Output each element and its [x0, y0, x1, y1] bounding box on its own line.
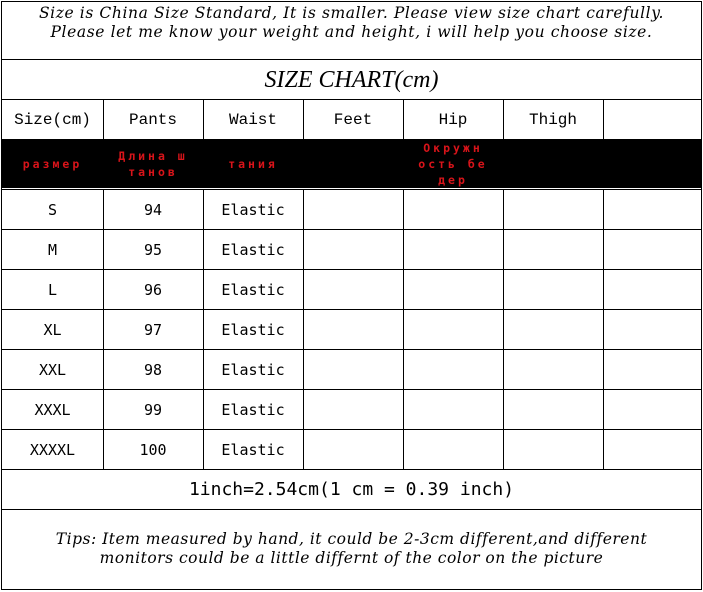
header-cell-sizecm: Size(cm)	[14, 111, 91, 129]
russian-header-cell	[303, 140, 403, 188]
size-extra-cell	[603, 190, 701, 230]
grid-line-vertical	[503, 189, 504, 469]
tips-line-1: Tips: Item measured by hand, it could be 2-3cm different,and different	[55, 530, 648, 548]
size-size-cell: XXXXL	[29, 441, 76, 459]
size-pants-cell: 96	[143, 281, 163, 299]
header-cell-thigh: Thigh	[528, 111, 577, 129]
grid-line-horizontal	[1, 429, 702, 430]
size-hip-cell	[403, 430, 503, 470]
grid-line-horizontal	[1, 349, 702, 350]
size-size-cell: XXXL	[34, 401, 71, 419]
grid-line-vertical	[403, 99, 404, 140]
size-size-cell: M	[47, 241, 58, 259]
grid-line-vertical	[503, 99, 504, 140]
grid-line-horizontal	[1, 189, 702, 190]
size-extra-cell	[603, 270, 701, 310]
size-thigh-cell	[503, 230, 603, 270]
size-extra-cell	[603, 390, 701, 430]
header-cell-waist: Waist	[228, 111, 277, 129]
size-waist-cell: Elastic	[221, 241, 285, 259]
grid-line-horizontal	[1, 59, 702, 60]
size-waist-cell: Elastic	[221, 281, 285, 299]
russian-header-cell: тания	[228, 157, 278, 171]
tips-line-2: monitors could be a little differnt of the color on the picture	[99, 549, 604, 567]
size-pants-cell: 99	[143, 401, 163, 419]
size-waist-cell: Elastic	[221, 441, 285, 459]
size-size-cell: XXL	[38, 361, 67, 379]
header-cell-blank	[603, 100, 701, 140]
header-cell-feet: Feet	[333, 111, 373, 129]
size-feet-cell	[303, 430, 403, 470]
grid-line-vertical	[103, 189, 104, 469]
grid-line-vertical	[603, 189, 604, 469]
grid-line-horizontal	[1, 389, 702, 390]
grid-line-horizontal	[1, 139, 702, 140]
size-extra-cell	[603, 310, 701, 350]
size-feet-cell	[303, 390, 403, 430]
size-pants-cell: 94	[143, 201, 163, 219]
russian-header-cell: Окружн ость бе дер	[418, 141, 488, 187]
russian-header-cell	[603, 140, 701, 188]
size-feet-cell	[303, 270, 403, 310]
size-waist-cell: Elastic	[221, 201, 285, 219]
size-pants-cell: 98	[143, 361, 163, 379]
size-thigh-cell	[503, 430, 603, 470]
size-size-cell: XL	[43, 321, 62, 339]
size-feet-cell	[303, 190, 403, 230]
size-hip-cell	[403, 390, 503, 430]
grid-line-vertical	[603, 99, 604, 140]
size-extra-cell	[603, 230, 701, 270]
grid-line-horizontal	[1, 509, 702, 510]
size-extra-cell	[603, 430, 701, 470]
size-extra-cell	[603, 350, 701, 390]
size-hip-cell	[403, 270, 503, 310]
grid-line-vertical	[303, 99, 304, 140]
size-waist-cell: Elastic	[221, 401, 285, 419]
grid-line-vertical	[303, 189, 304, 469]
size-pants-cell: 100	[139, 441, 167, 459]
grid-line-vertical	[203, 189, 204, 469]
grid-line-vertical	[403, 189, 404, 469]
size-hip-cell	[403, 190, 503, 230]
size-thigh-cell	[503, 270, 603, 310]
notice-line-1: Size is China Size Standard, It is smaller. Please view size chart carefully.	[38, 4, 665, 22]
grid-line-horizontal	[1, 99, 702, 100]
grid-line-horizontal	[1, 309, 702, 310]
size-thigh-cell	[503, 190, 603, 230]
size-notice	[2, 2, 701, 58]
size-feet-cell	[303, 350, 403, 390]
size-hip-cell	[403, 310, 503, 350]
russian-header-cell: Длина ш танов	[118, 149, 188, 179]
size-thigh-cell	[503, 310, 603, 350]
tips-note	[2, 530, 701, 572]
grid-line-vertical	[103, 99, 104, 140]
size-chart-title: SIZE CHART(cm)	[264, 67, 439, 93]
size-waist-cell: Elastic	[221, 361, 285, 379]
grid-line-vertical	[203, 99, 204, 140]
russian-header-cell	[503, 140, 603, 188]
size-waist-cell: Elastic	[221, 321, 285, 339]
size-feet-cell	[303, 230, 403, 270]
size-pants-cell: 97	[143, 321, 163, 339]
header-cell-pants: Pants	[128, 111, 177, 129]
size-thigh-cell	[503, 390, 603, 430]
header-cell-hip: Hip	[438, 111, 468, 129]
grid-line-horizontal	[1, 469, 702, 470]
size-size-cell: L	[47, 281, 58, 299]
grid-line-horizontal	[1, 269, 702, 270]
size-pants-cell: 95	[143, 241, 163, 259]
notice-line-2: Please let me know your weight and height, i will help you choose size.	[50, 23, 653, 41]
size-hip-cell	[403, 350, 503, 390]
size-size-cell: S	[47, 201, 58, 219]
size-thigh-cell	[503, 350, 603, 390]
russian-header-cell: размер	[22, 157, 83, 171]
unit-conversion: 1inch=2.54cm(1 cm = 0.39 inch)	[188, 479, 515, 500]
size-feet-cell	[303, 310, 403, 350]
size-hip-cell	[403, 230, 503, 270]
grid-line-horizontal	[1, 229, 702, 230]
